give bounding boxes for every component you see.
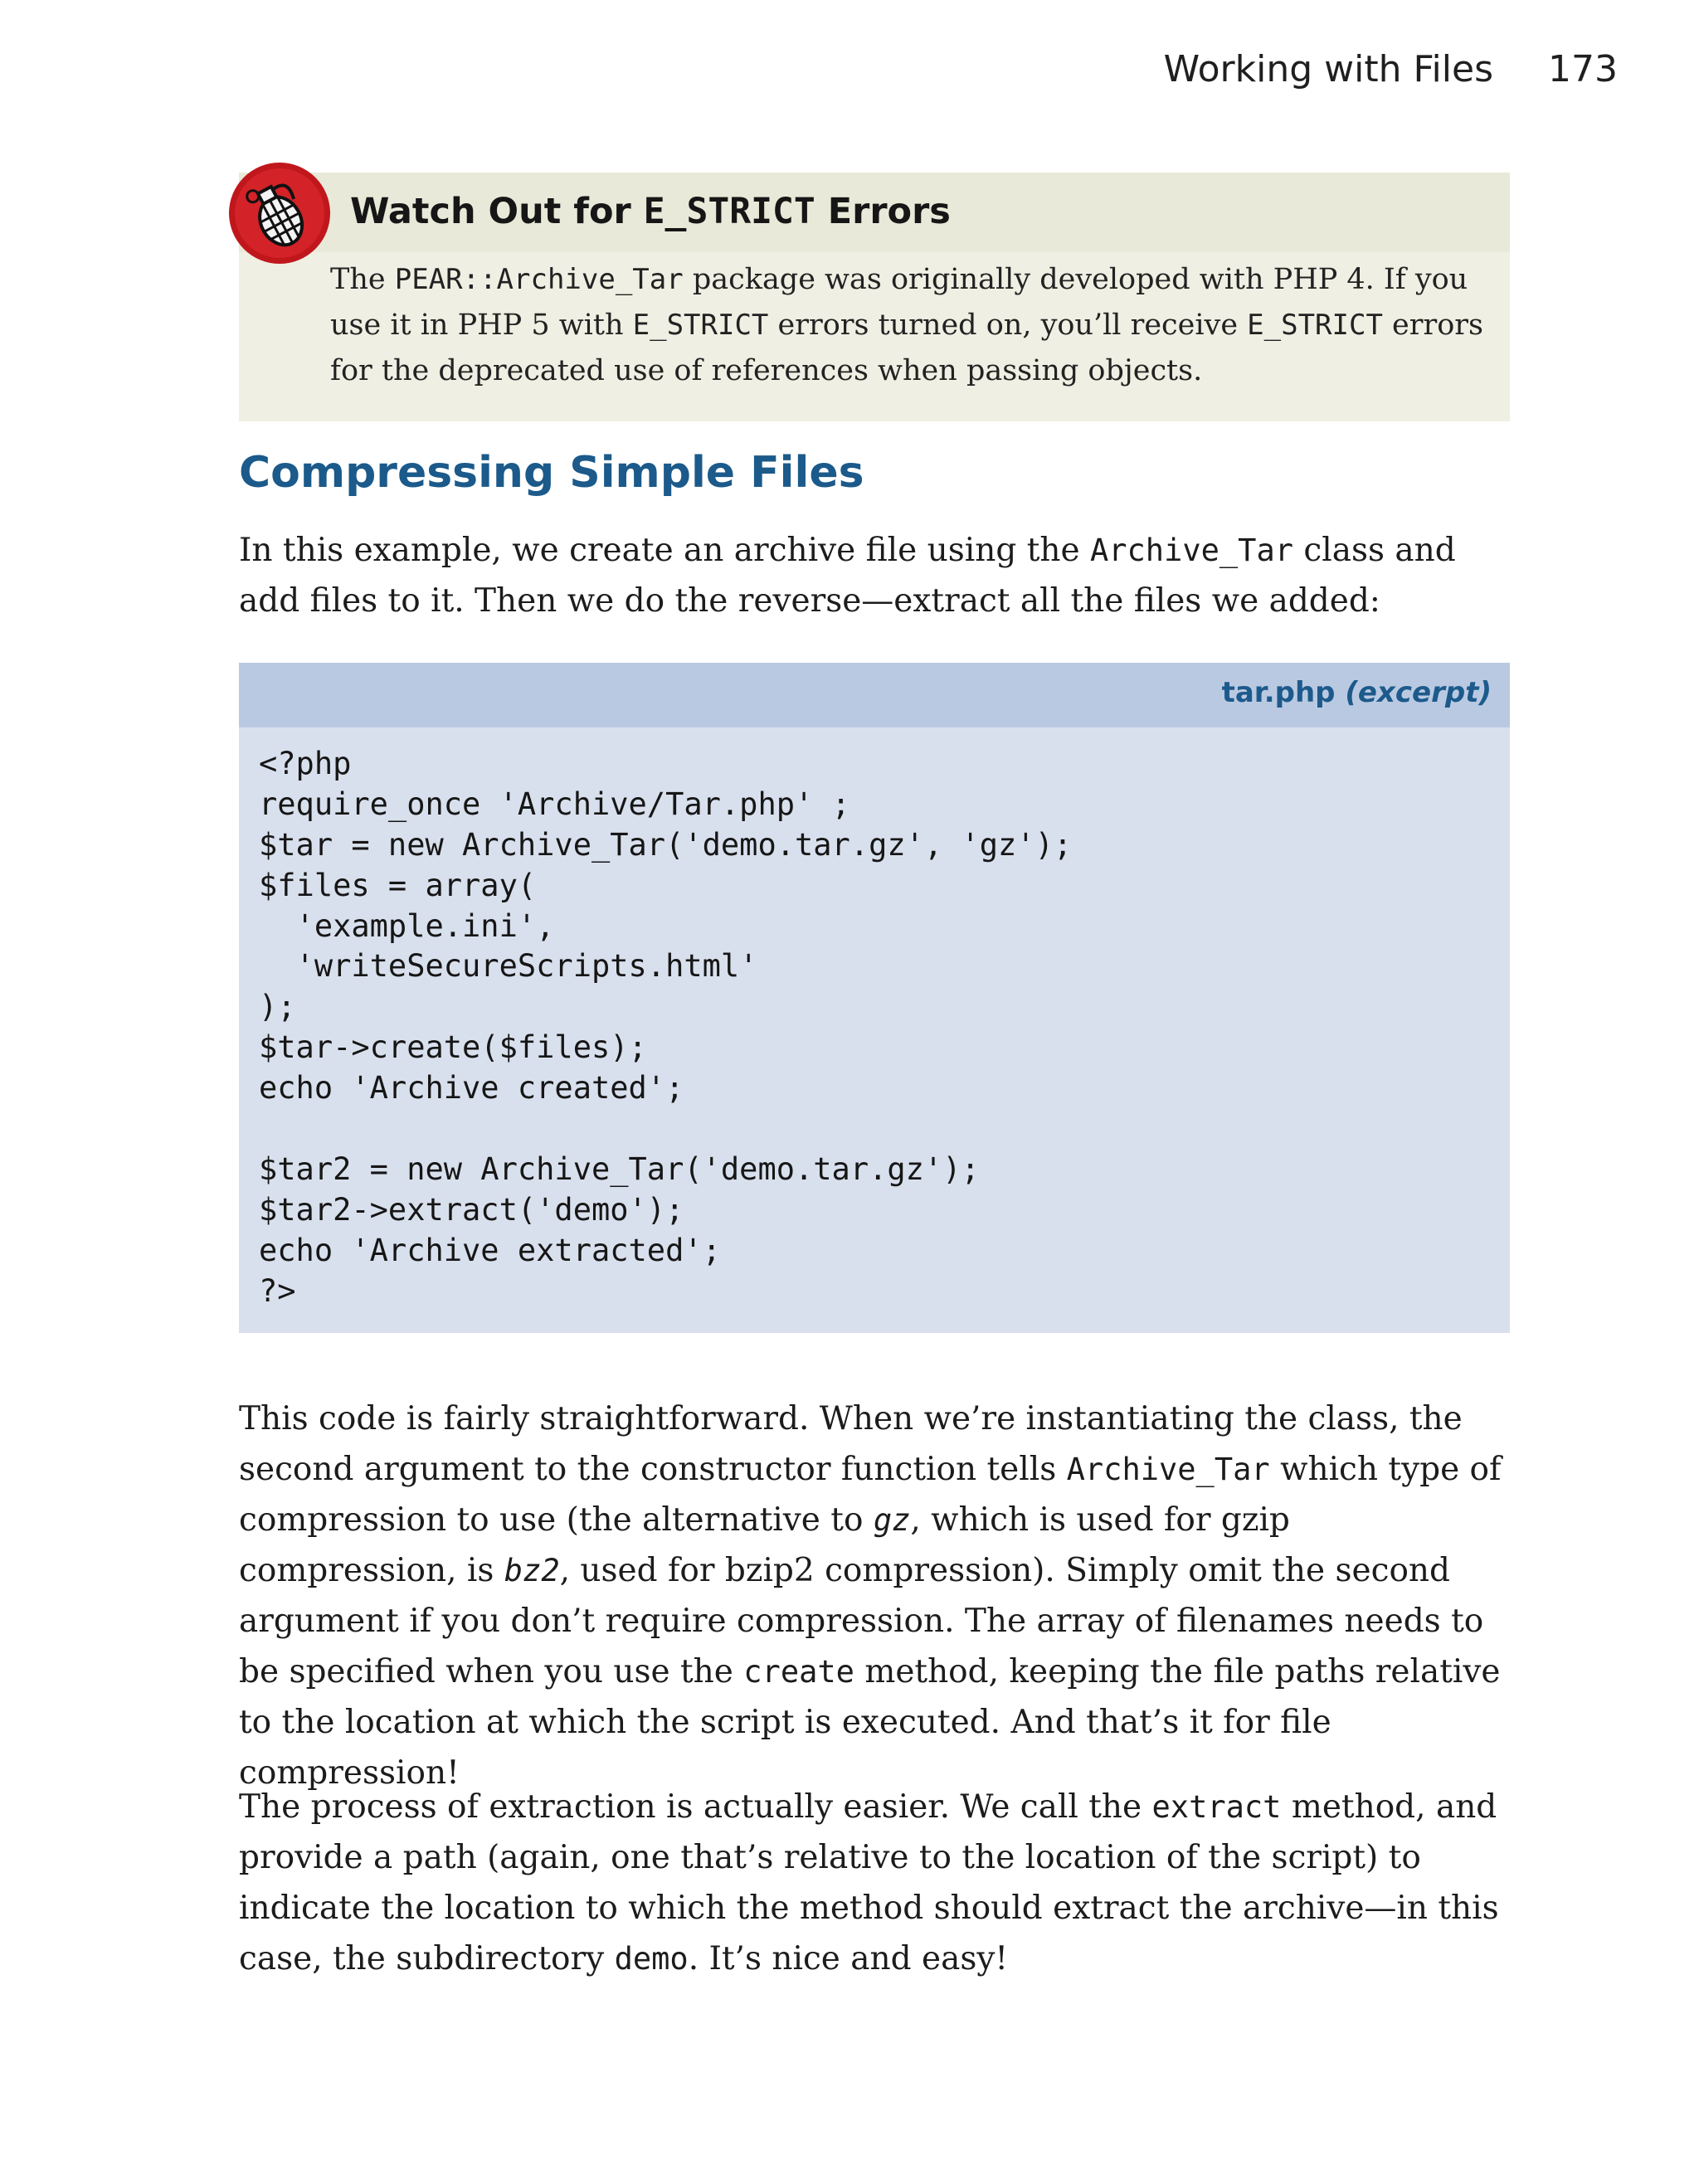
code-block [259,744,1072,1311]
listing-note: (excerpt) [1345,676,1492,709]
section-heading: Compressing Simple Files [239,448,864,498]
listing-filename: tar.php [1221,676,1336,709]
code-line: <?php [259,746,352,781]
inline-code: Archive_Tar [1066,1452,1270,1487]
text-run: This code is fairly straightforward. When we’re instantiating the class, the second argument to the constructor function tells [239,1400,1463,1488]
callout-title-text: Watch Out for [350,191,644,232]
code-line: echo 'Archive extracted'; [259,1232,721,1268]
text-run: In this example, we create an archive file using the [239,532,1090,569]
intro-paragraph [239,525,1513,626]
inline-code: create [743,1654,854,1690]
text-run: which type of compression to use (the alternative to [239,1451,1502,1539]
code-line: $tar2 = new Archive_Tar('demo.tar.gz'); [259,1150,980,1187]
callout-title-code: E_STRICT [643,191,815,232]
listing-caption [1222,676,1492,709]
code-line: 'example.ini', [259,907,555,944]
text-run: . It’s nice and easy! [688,1940,1009,1977]
code-line: ?> [259,1272,296,1309]
text-run: , which is used for gzip compression, is [239,1501,1290,1589]
inline-code: bz2 [504,1553,560,1588]
code-line: $tar->create($files); [259,1029,647,1066]
explanation-paragraph [239,1394,1513,1798]
text-run: The process of extraction is actually easier. We call the [239,1788,1152,1826]
code-line: echo 'Archive created'; [259,1070,684,1107]
text-run: class and add files to it. Then we do the reverse—extract all the files we added: [239,532,1456,620]
grenade-icon [227,161,332,265]
inline-code: Archive_Tar [1089,533,1294,568]
running-head-title: Working with Files [1163,48,1494,90]
inline-code: extract [1151,1789,1282,1825]
code-line: ); [259,989,296,1025]
text-run: method, and provide a path (again, one that’s relative to the location of the script) to indicate the location to which the method should extract the archive—in this case, the subdirectory [239,1788,1499,1977]
code-line: require_once 'Archive/Tar.php' ; [259,786,850,822]
warning-callout [239,173,1510,421]
code-line: $files = array( [259,867,537,903]
text-run: The [330,263,395,296]
inline-code: gz [873,1502,911,1538]
code-line: 'writeSecureScripts.html' [259,948,758,985]
callout-body [330,257,1483,394]
callout-title [350,191,951,232]
inline-code: E_STRICT [1247,309,1383,342]
running-header [1164,48,1618,90]
inline-code: E_STRICT [632,309,769,342]
extraction-paragraph [239,1782,1513,1984]
text-run: method, keeping the file paths relative to the location at which the script is executed. And that’s it for file compression! [239,1653,1501,1792]
code-listing [239,663,1510,1333]
callout-title-suffix: Errors [815,191,951,232]
code-line [259,1109,1072,1150]
page-number: 173 [1548,48,1618,90]
inline-code: PEAR::Archive_Tar [394,263,684,296]
text-run: , used for bzip2 compression). Simply omit the second argument if you don’t require compression. The array of filenames needs to be specified when you use the [239,1552,1484,1690]
text-run: errors for the deprecated use of references when passing objects. [330,309,1483,387]
text-run: errors turned on, you’ll receive [768,309,1248,342]
inline-code: demo [614,1941,689,1977]
code-line: $tar = new Archive_Tar('demo.tar.gz', 'gz'); [259,826,1073,863]
code-line: $tar2->extract('demo'); [259,1191,684,1228]
text-run: package was originally developed with PHP 4. If you use it in PHP 5 with [330,263,1468,342]
